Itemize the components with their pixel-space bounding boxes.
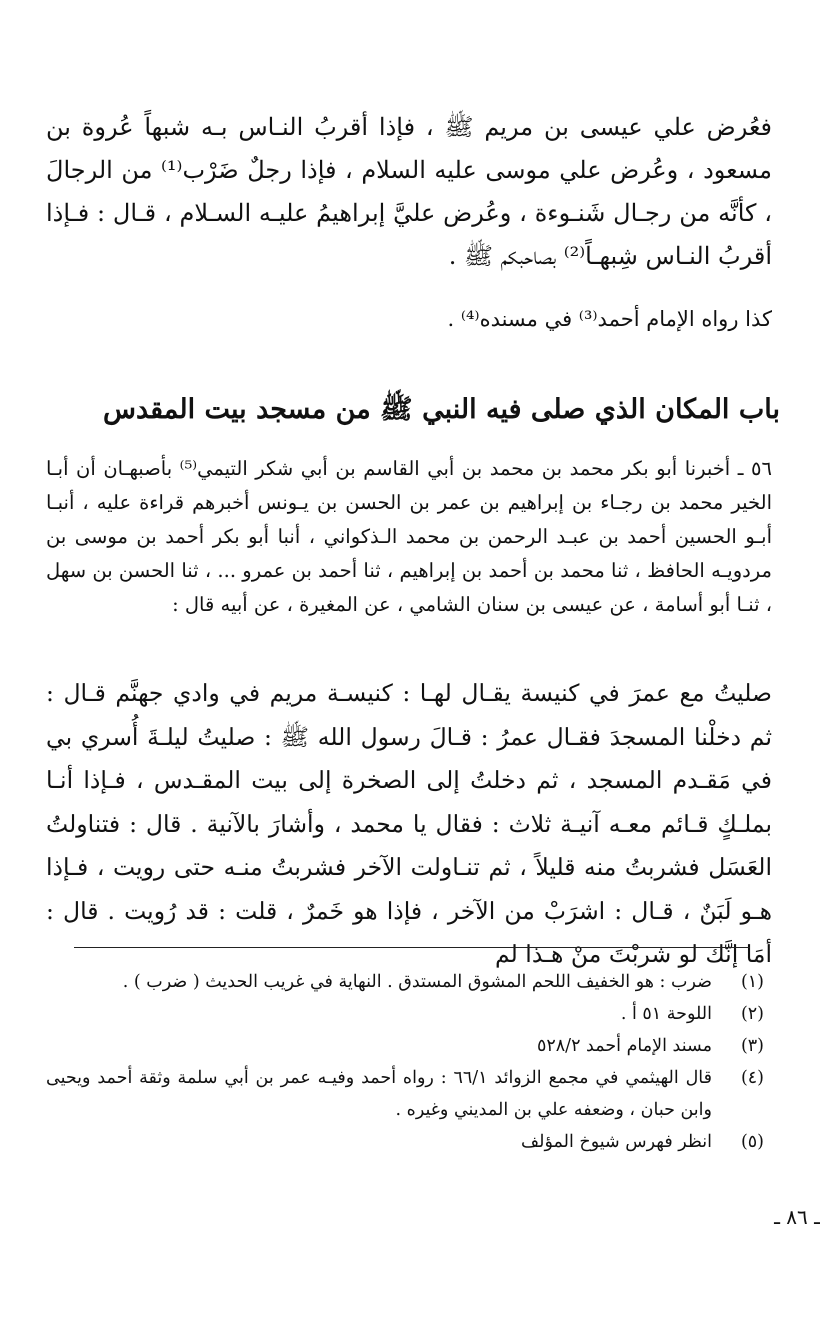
footnote-number: (١) bbox=[740, 972, 764, 992]
chapter-heading: باب المكان الذي صلى فيه النبي ﷺ من مسجد بيت المقدس bbox=[102, 394, 780, 425]
footnote bbox=[46, 1126, 764, 1158]
attribution-line: كذا رواه الإمام أحمد⁽³⁾ في مسنده⁽⁴⁾ . bbox=[447, 307, 772, 331]
footnote-text: انظر فهرس شيوخ المؤلف bbox=[521, 1132, 712, 1152]
footnote-number: (٤) bbox=[740, 1068, 764, 1088]
isnad-paragraph: ٥٦ ـ أخبرنا أبو بكر محمد بن محمد بن أبي القاسم بن أبي شكر التيمي⁽⁵⁾ بأصبهـان أن أبـا الخير محمد بن رجـاء بن إبراهيم بن عمر بن الحسن بن يـونس أخبرهم قراءة عليه ، أنبـا أبـو الحسين أحمد بن عبـد الرحمن بن محمد الـذكواني ، أنبا أبو بكر أحمد بن موسى بن مردويـه الحافظ ، ثنا محمد بن أحمد بن إبراهيم ، ثنا أحمد بن عمرو ... ، ثنا الحسن بن سهل ، ثنـا أبو أسامة ، عن عيسى بن سنان الشامي ، عن المغيرة ، عن أبيه قال : bbox=[46, 457, 772, 616]
footnote bbox=[46, 998, 764, 1030]
page-number: ـ ٨٦ ـ bbox=[774, 1205, 820, 1229]
footnote-number: (٢) bbox=[740, 1004, 764, 1024]
opening-paragraph: فعُرض علي عيسى بن مريم ﷺ ، فإذا أقربُ النـاس بـه شبهاً عُروة بن مسعود ، وعُرض علي موسى عليه السلام ، فإذا رجلٌ ضَرْب⁽¹⁾ من الرجالَ ، كأنَّه من رجـال شَنـوءة ، وعُرض عليَّ إبراهيمُ عليـه السـلام ، قـال : فـإذا أقربُ النـاس شِبهـاً⁽²⁾ بصاحبكم ﷺ . bbox=[46, 113, 772, 270]
footnote bbox=[46, 1062, 764, 1126]
matn-paragraph: صليتُ مع عمرَ في كنيسة يقـال لهـا : كنيسـة مريم في وادي جهنَّم قـال : ثم دخلْنا المسجدَ فقـال عمرُ : قـالَ رسول الله ﷺ : صليتُ ليلـةَ أُسري بي في مَقـدم المسجد ، ثم دخلتُ إلى الصخرة إلى بيت المقـدس ، فـإذا أنـا بملـكٍ قـائم معـه آنيـة ثلاث : فقال يا محمد ، وأشارَ بالآنية . قال : فتناولتُ العَسَل فشربتُ منه قليلاً ، ثم تنـاولت الآخر فشربتُ منـه حتى رويت ، فـإذا هـو لَبَنٌ ، قـال : اشرَبْ من الآخر ، فإذا هو خَمرٌ ، قلت : قد رُويت . قال : أمَا إنَّك لو شربْتَ منْ هـذا لم bbox=[46, 679, 772, 968]
footnote-text: ضرب : هو الخفيف اللحم المشوق المستدق . النهاية في غريب الحديث ( ضرب ) . bbox=[122, 972, 712, 992]
footnote bbox=[46, 966, 764, 998]
footnote-number: (٥) bbox=[740, 1132, 764, 1152]
footnote-text: اللوحة ٥١ أ . bbox=[620, 1004, 712, 1024]
footnote-text: قال الهيثمي في مجمع الزوائد ٦٦/١ : رواه أحمد وفيـه عمر بن أبي سلمة وثقة أحمد ويحيى وابن حبان ، وضعفه علي بن المديني وغيره . bbox=[46, 1068, 712, 1120]
footnotes-list bbox=[46, 966, 764, 1158]
footnote-separator bbox=[74, 947, 750, 948]
footnote-text: مسند الإمام أحمد ٥٢٨/٢ bbox=[536, 1036, 712, 1056]
footnote bbox=[46, 1030, 764, 1062]
footnote-number: (٣) bbox=[740, 1036, 764, 1056]
